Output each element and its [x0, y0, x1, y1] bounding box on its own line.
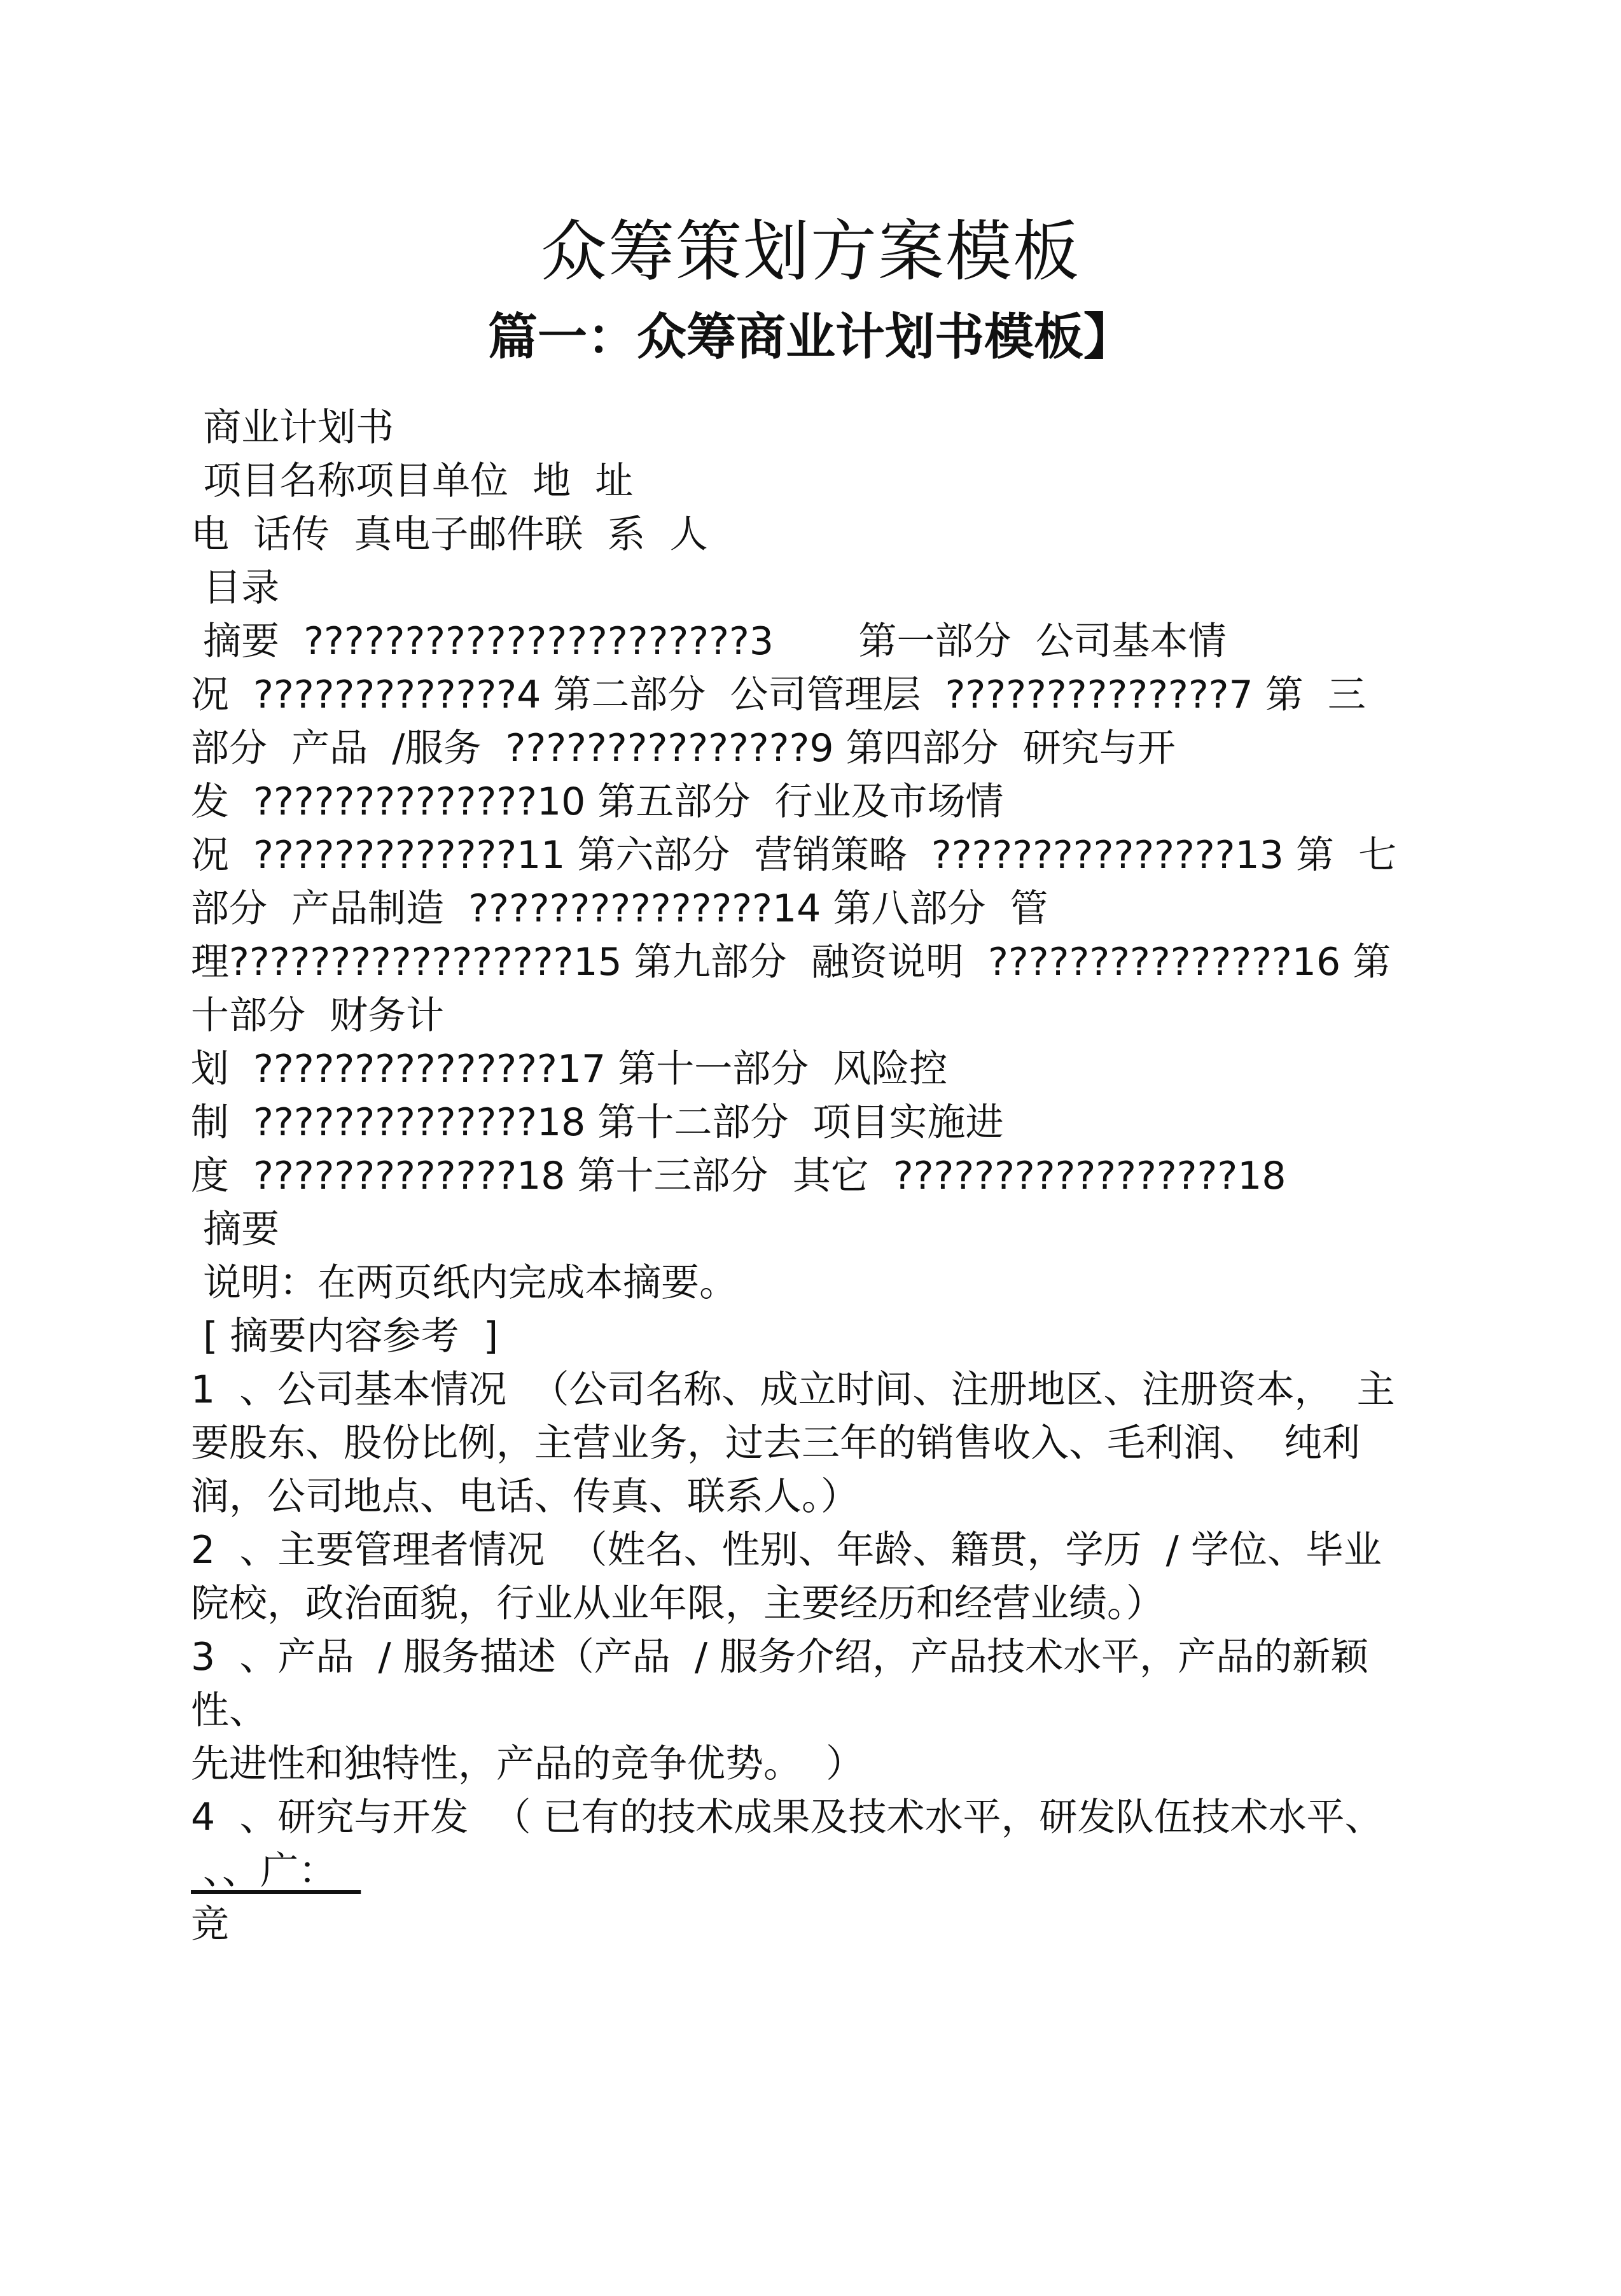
body-line: 性、 [191, 1688, 267, 1733]
body-line: 竞 [191, 1902, 229, 1947]
toc-line: 发 ??????????????10 第五部分 行业及市场情 [191, 780, 1004, 824]
body-line-underlined: 、、广： [191, 1849, 361, 1893]
summary-note: 说明：在两页纸内完成本摘要。 [191, 1261, 738, 1305]
toc-line: 十部分 财务计 [191, 993, 445, 1038]
toc-heading: 目录 [191, 566, 280, 610]
cover-fields-line: 电 话传 真电子邮件联 系 人 [191, 512, 708, 557]
toc-line: 况 ?????????????4 第二部分 公司管理层 ??????????????7 第 三 [191, 673, 1366, 717]
summary-reference-heading: [ 摘要内容参考 ] [191, 1314, 499, 1359]
body-line: 4 、研究与开发 （ 已有的技术成果及技术水平，研发队伍技术水平、 [191, 1795, 1383, 1840]
body-line: 3 、产品 / 服务描述（产品 / 服务介绍，产品技术水平，产品的新颖 [191, 1635, 1369, 1679]
summary-heading: 摘要 [191, 1207, 280, 1252]
toc-line: 度 ?????????????18 第十三部分 其它 ?????????????????18 [191, 1154, 1286, 1198]
body-line: 润，公司地点、电话、传真、联系人。） [191, 1474, 859, 1519]
body-line: 要股东、股份比例，主营业务，过去三年的销售收入、毛利润、 纯利 [191, 1421, 1361, 1466]
toc-line: 部分 产品 /服务 ???????????????9 第四部分 研究与开 [191, 726, 1176, 771]
section-heading-business-plan: 商业计划书 [191, 405, 394, 450]
body-line: 院校，政治面貌，行业从业年限，主要经历和经营业绩。） [191, 1581, 1164, 1626]
body-line: 2 、主要管理者情况 （姓名、性别、年龄、籍贯，学历 / 学位、毕业 [191, 1528, 1382, 1572]
document-body [191, 401, 1463, 1951]
cover-fields-line: 项目名称项目单位 地 址 [191, 459, 634, 503]
body-line: 先进性和独特性，产品的竞争优势。 ） [191, 1742, 865, 1786]
toc-line: 况 ?????????????11 第六部分 营销策略 ???????????????13 第 七 [191, 833, 1397, 878]
toc-line: 理?????????????????15 第九部分 融资说明 ???????????????16 第 [191, 940, 1391, 984]
toc-line: 制 ??????????????18 第十二部分 项目实施进 [191, 1100, 1004, 1145]
body-line: 1 、公司基本情况 （公司名称、成立时间、注册地区、注册资本， 主 [191, 1368, 1395, 1412]
document-subtitle: 篇一：众筹商业计划书模板】 [487, 309, 1133, 366]
document-title: 众筹策划方案模板 [540, 213, 1080, 290]
toc-line: 摘要 ??????????????????????3 第一部分 公司基本情 [191, 619, 1227, 664]
toc-line: 划 ???????????????17 第十一部分 风险控 [191, 1047, 948, 1091]
toc-line: 部分 产品制造 ???????????????14 第八部分 管 [191, 886, 1048, 931]
